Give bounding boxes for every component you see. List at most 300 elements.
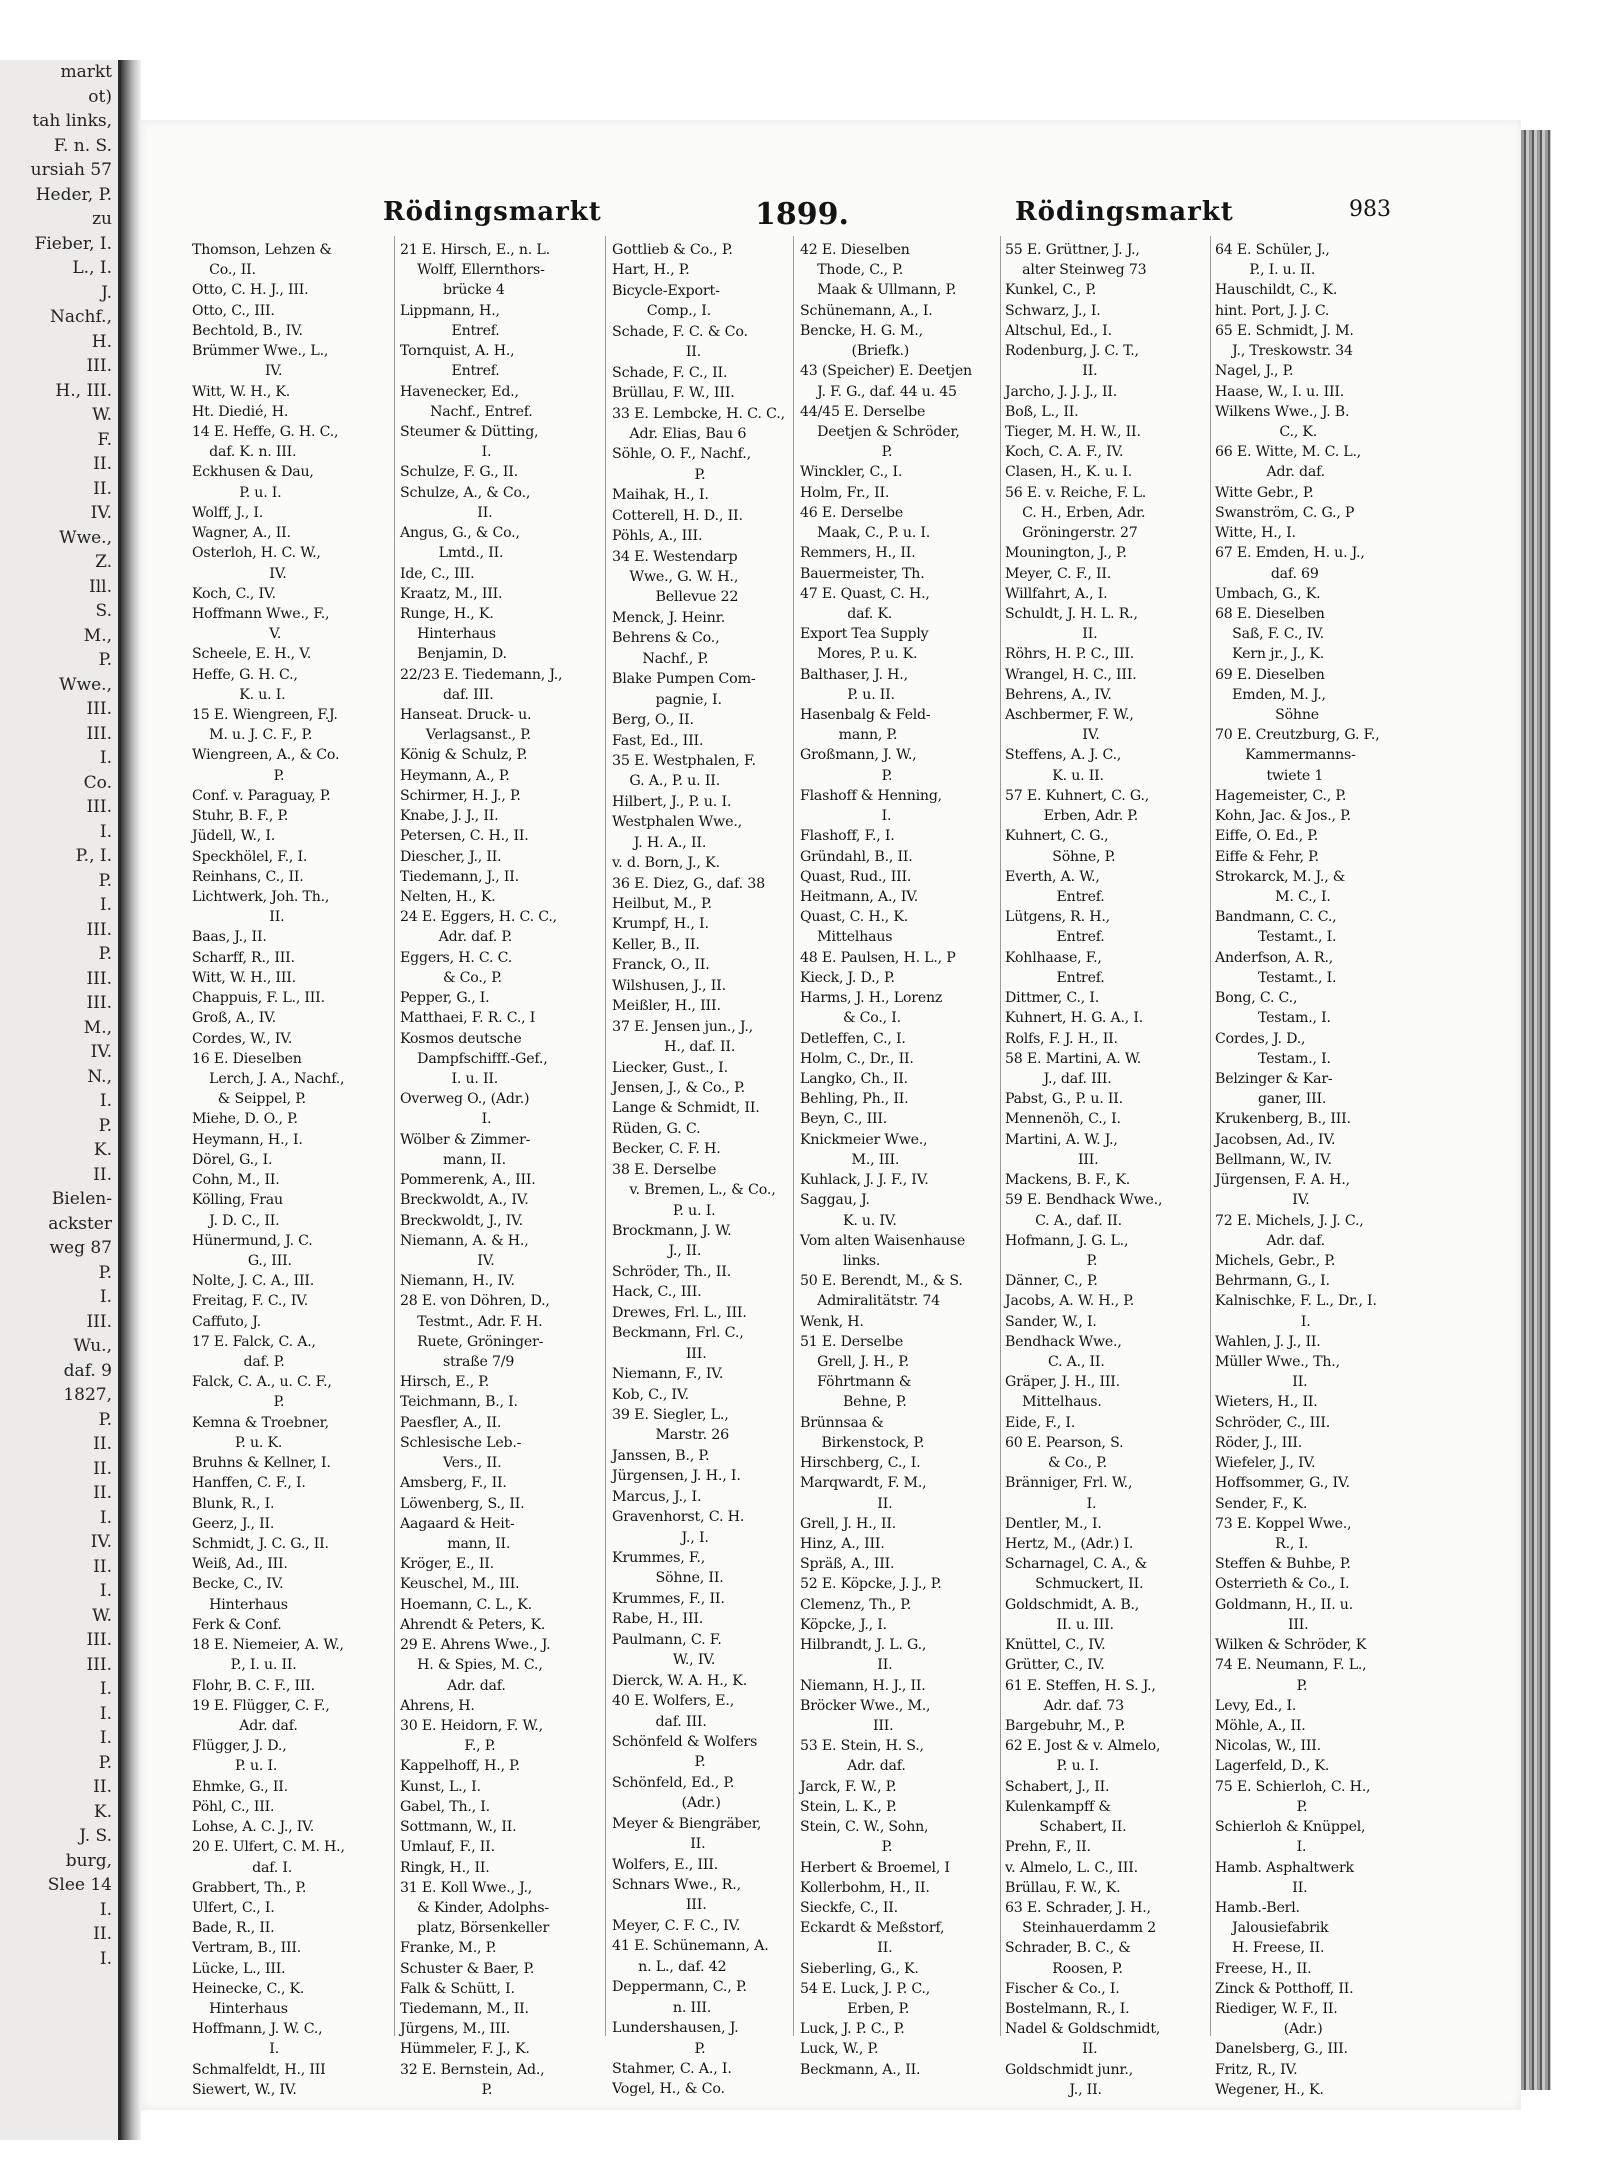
directory-entry: Hoffmann Wwe., F., — [192, 605, 330, 622]
directory-entry: II. — [400, 504, 493, 521]
directory-entry: Liecker, Gust., I. — [612, 1059, 728, 1076]
previous-page-line: W. — [92, 1605, 112, 1626]
directory-entry: 20 E. Ulfert, C. M. H., — [192, 1839, 345, 1856]
directory-entry: Heymann, H., I. — [192, 1131, 303, 1148]
directory-entry: Behrens, A., IV. — [1005, 686, 1112, 703]
directory-entry: 65 E. Schmidt, J. M. — [1215, 322, 1354, 339]
directory-entry: Jacobs, A. W. H., P. — [1005, 1293, 1135, 1310]
directory-entry: 28 E. von Döhren, D., — [400, 1293, 550, 1310]
directory-entry: J. F. G., daf. 44 u. 45 — [800, 383, 957, 400]
previous-page-line: tah links, — [32, 111, 112, 131]
directory-entry: Schierloh & Knüppel, — [1215, 1819, 1366, 1836]
directory-entry: Jarcho, J. J. J., II. — [1005, 383, 1118, 400]
directory-entry: Adr. daf. — [1215, 1232, 1325, 1249]
directory-entry: Strokarck, M. J., & — [1215, 868, 1346, 885]
directory-entry: 56 E. v. Reiche, F. L. — [1005, 484, 1147, 501]
directory-entry: 18 E. Niemeier, A. W., — [192, 1637, 344, 1654]
previous-page-line: M., — [83, 1017, 112, 1038]
directory-entry: Amsberg, F., II. — [400, 1475, 507, 1492]
directory-entry: 57 E. Kuhnert, C. G., — [1005, 787, 1150, 804]
directory-entry: Behne, P. — [800, 1394, 907, 1411]
directory-entry: P. — [1215, 1677, 1308, 1694]
directory-entry: Schröder, C., III. — [1215, 1414, 1331, 1431]
directory-entry: Heffe, G. H. C., — [192, 666, 298, 683]
directory-entry: Testamt., I. — [1215, 969, 1337, 986]
directory-entry: mann, II. — [400, 1151, 506, 1168]
page-edge — [1521, 130, 1551, 2090]
directory-entry: Jensen, J., & Co., P. — [612, 1079, 746, 1096]
directory-entry: Bandmann, C. C., — [1215, 909, 1337, 926]
directory-entry: Brünnsaa & — [800, 1414, 884, 1431]
previous-page-line: III. — [86, 797, 112, 817]
directory-entry: Großmann, J. W., — [800, 747, 917, 764]
directory-entry: Jarck, F. W., P. — [800, 1778, 897, 1795]
directory-entry: Schwarz, J., I. — [1005, 302, 1101, 319]
directory-entry: Kunst, L., I. — [400, 1778, 481, 1795]
directory-entry: V. — [192, 626, 282, 643]
directory-entry: Dentler, M., I. — [1005, 1515, 1102, 1532]
directory-entry: 35 E. Westphalen, F. — [612, 752, 756, 769]
directory-entry: Spräß, A., III. — [800, 1556, 895, 1573]
previous-page-line: I. — [99, 1091, 112, 1111]
directory-entry: 67 E. Emden, H. u. J., — [1215, 545, 1365, 562]
directory-entry: mann, II. — [400, 1536, 511, 1552]
directory-entry: J. H. A., II. — [612, 834, 707, 851]
directory-entry: & Co., P. — [400, 969, 502, 986]
directory-entry: 75 E. Schierloh, C. H., — [1215, 1778, 1371, 1795]
directory-entry: Kölling, Frau — [192, 1192, 283, 1209]
directory-entry: Sieckfe, C., II. — [800, 1899, 898, 1916]
previous-page-line: W. — [92, 405, 112, 425]
directory-entry: Jürgensen, J. H., I. — [612, 1468, 741, 1485]
directory-entry: Testamt., I. — [1215, 929, 1337, 946]
directory-entry: Gründahl, B., II. — [800, 848, 913, 865]
directory-entry: Franke, M., P. — [400, 1940, 497, 1957]
directory-entry: I. — [1215, 1839, 1307, 1856]
directory-entry: 17 E. Falck, C. A., — [192, 1333, 316, 1350]
directory-entry: alter Steinweg 73 — [1005, 262, 1147, 279]
directory-entry: Stein, L. K., P. — [800, 1798, 897, 1815]
directory-entry: Kulenkampff & — [1005, 1798, 1111, 1815]
directory-entry: Kollerbohm, H., II. — [800, 1879, 930, 1896]
directory-entry: Clasen, H., K. u. I. — [1005, 464, 1133, 481]
directory-entry: Diescher, J., II. — [400, 848, 502, 865]
directory-entry: Witte, H., I. — [1215, 525, 1296, 542]
directory-entry: Maak & Ullmann, P. — [800, 282, 957, 299]
directory-entry: Witt, W. H., III. — [192, 969, 296, 986]
directory-entry: II. — [1005, 363, 1098, 380]
directory-entry: Ht. Diedié, H. — [192, 403, 289, 420]
directory-entry: Rabe, H., III. — [612, 1611, 704, 1628]
directory-entry: Becke, C., IV. — [192, 1576, 284, 1593]
previous-page-line: II. — [93, 1434, 112, 1454]
directory-entry: König & Schulz, P. — [400, 747, 528, 764]
directory-entry: M., III. — [800, 1151, 900, 1168]
directory-entry: Levy, Ed., I. — [1215, 1697, 1297, 1714]
directory-entry: Wwe., G. W. H., — [612, 569, 739, 585]
directory-entry: 68 E. Dieselben — [1215, 605, 1325, 622]
directory-entry: Marstr. 26 — [612, 1427, 730, 1444]
previous-page-line: II. — [93, 1777, 112, 1797]
directory-entry: 52 E. Köpcke, J. J., P. — [800, 1576, 942, 1593]
directory-entry: platz, Börsenkeller — [400, 1920, 550, 1937]
directory-entry: I. u. II. — [400, 1070, 499, 1087]
directory-entry: 29 E. Ahrens Wwe., J. — [400, 1637, 551, 1654]
directory-entry: Pepper, G., I. — [400, 990, 490, 1007]
directory-entry: daf. K. n. III. — [192, 444, 297, 461]
directory-entry: Nolte, J. C. A., III. — [192, 1273, 315, 1290]
directory-entry: Krummes, F., II. — [612, 1590, 725, 1607]
directory-entry: 21 E. Hirsch, E., n. L. — [400, 242, 550, 258]
directory-entry: Hanffen, C. F., I. — [192, 1475, 306, 1492]
directory-entry: Miehe, D. O., P. — [192, 1111, 298, 1128]
directory-entry: Testam., I. — [1215, 1010, 1331, 1027]
directory-entry: Verlagsanst., P. — [400, 727, 531, 744]
directory-entry: Bicycle-Export- — [612, 282, 720, 299]
directory-entry: Müller Wwe., Th., — [1215, 1354, 1340, 1371]
directory-entry: Knüttel, C., IV. — [1005, 1637, 1106, 1654]
directory-entry: Falck, C. A., u. C. F., — [192, 1374, 332, 1391]
previous-page-line: Wu., — [73, 1336, 112, 1356]
directory-entry: II. — [800, 1657, 893, 1674]
directory-entry: Entref. — [1005, 929, 1105, 946]
directory-entry: Schuster & Baer, P. — [400, 1960, 535, 1977]
directory-entry: Hoemann, C. L., K. — [400, 1596, 532, 1613]
directory-entry: IV. — [192, 363, 283, 380]
directory-entry: 30 E. Heidorn, F. W., — [400, 1717, 543, 1734]
directory-entry: Mittelhaus. — [1005, 1394, 1102, 1411]
directory-entry: Flashoff, F., I. — [800, 828, 895, 845]
directory-entry: Wilkens Wwe., J. B. — [1215, 403, 1350, 420]
directory-entry: Köpcke, J., I. — [800, 1616, 887, 1633]
directory-entry: Grütter, C., IV. — [1005, 1657, 1105, 1674]
directory-entry: I. — [800, 808, 892, 825]
previous-page-line: I. — [99, 748, 112, 768]
directory-entry: Testam., I. — [1215, 1050, 1331, 1067]
directory-entry: Eggers, H. C. C. — [400, 949, 513, 966]
directory-entry: 50 E. Berendt, M., & S. — [800, 1273, 963, 1290]
page-number: 983 — [1349, 197, 1391, 222]
directory-entry: Beyn, C., III. — [800, 1111, 888, 1128]
directory-entry: Cordes, J. D., — [1215, 1030, 1306, 1047]
directory-entry: Bencke, H. G. M., — [800, 322, 923, 339]
directory-entry: Saß, F. C., IV. — [1215, 626, 1324, 643]
directory-entry: Janssen, B., P. — [612, 1447, 710, 1464]
directory-entry: Bränniger, Frl. W., — [1005, 1475, 1133, 1492]
previous-page-line: L., I. — [72, 258, 112, 278]
directory-entry: Gravenhorst, C. H. — [612, 1509, 745, 1526]
directory-entry: Dörel, G., I. — [192, 1151, 273, 1168]
previous-page-line: I. — [99, 1948, 112, 1969]
directory-entry: Schönfeld & Wolfers — [612, 1733, 758, 1750]
directory-entry: G. A., P. u. II. — [612, 773, 721, 790]
directory-entry: Flügger, J. D., — [192, 1738, 287, 1755]
previous-page-fragment — [0, 60, 121, 2140]
directory-entry: Kern jr., J., K. — [1215, 646, 1325, 663]
directory-entry: Winckler, C., I. — [800, 464, 903, 481]
previous-page-line: III. — [86, 1654, 112, 1675]
directory-entry: 53 E. Stein, H. S., — [800, 1738, 924, 1755]
directory-entry: I. — [1215, 1313, 1311, 1330]
directory-entry: Caffuto, J. — [192, 1313, 261, 1330]
directory-entry: Fast, Ed., III. — [612, 732, 704, 749]
directory-entry: Hinterhaus — [192, 1596, 288, 1613]
directory-entry: 51 E. Derselbe — [800, 1333, 904, 1350]
directory-entry: Wiefeler, J., IV. — [1215, 1455, 1316, 1472]
directory-entry: Brümmer Wwe., L., — [192, 343, 329, 360]
directory-entry: Goldschmidt, A. B., — [1005, 1596, 1140, 1613]
directory-entry: Franck, O., II. — [612, 957, 710, 974]
previous-page-line: P. — [98, 1115, 112, 1136]
directory-entry: 36 E. Diez, G., daf. 38 — [612, 875, 766, 892]
directory-entry: Weiß, Ad., III. — [192, 1556, 288, 1573]
previous-page-line: P. — [98, 944, 112, 964]
directory-entry: Rolfs, F. J. H., II. — [1005, 1030, 1118, 1047]
previous-page-line: III. — [86, 919, 112, 940]
directory-entry: I. — [400, 444, 492, 461]
previous-page-line: II. — [93, 1483, 112, 1503]
directory-entry: Paesfler, A., II. — [400, 1414, 502, 1431]
directory-entry: Eckhusen & Dau, — [192, 464, 314, 481]
directory-entry: Lange & Schmidt, II. — [612, 1100, 760, 1117]
directory-entry: Koch, C., IV. — [192, 585, 276, 602]
directory-entry: Cotterell, H. D., II. — [612, 507, 743, 524]
header-year: 1899. — [755, 197, 849, 232]
directory-entry: J., I. — [612, 1529, 709, 1546]
previous-page-line: ot) — [88, 86, 112, 107]
directory-entry: Bostelmann, R., I. — [1005, 2001, 1130, 2018]
previous-page-line: II. — [93, 1458, 112, 1479]
directory-entry: Conf. v. Paraguay, P. — [192, 787, 331, 804]
directory-entry: Steinhauerdamm 2 — [1005, 1920, 1156, 1937]
directory-entry: Adr. daf. — [800, 1758, 906, 1775]
directory-entry: Teichmann, B., I. — [400, 1394, 518, 1411]
directory-entry: Dittmer, C., I. — [1005, 990, 1100, 1007]
directory-entry: Krukenberg, B., III. — [1215, 1111, 1351, 1128]
directory-entry: Meißler, H., III. — [612, 998, 721, 1015]
previous-page-line: J. — [101, 282, 112, 303]
directory-entry: Entref. — [400, 363, 500, 380]
directory-entry: J., daf. III. — [1005, 1070, 1112, 1087]
directory-entry: Export Tea Supply — [800, 626, 929, 643]
directory-entry: Brüllau, F. W., III. — [612, 385, 735, 402]
directory-entry: 37 E. Jensen jun., J., — [612, 1018, 754, 1035]
directory-entry: Belzinger & Kar- — [1215, 1070, 1333, 1087]
directory-entry: Ahrens, H. — [400, 1697, 475, 1714]
directory-entry: Goldmann, H., II. u. — [1215, 1596, 1354, 1613]
directory-entry: Kuhlack, J. J. F., IV. — [800, 1172, 929, 1189]
directory-entry: II. — [612, 344, 702, 361]
directory-entry: Runge, H., K. — [400, 605, 494, 622]
previous-page-line: weg 87 — [49, 1238, 112, 1258]
directory-entry: Knickmeier Wwe., — [800, 1131, 928, 1148]
directory-entry: 48 E. Paulsen, H. L., P — [800, 949, 956, 966]
column-3 — [612, 240, 812, 2100]
previous-page-line: Heder, P. — [35, 184, 112, 205]
directory-entry: Kröger, E., II. — [400, 1556, 494, 1573]
directory-entry: Löwenberg, S., II. — [400, 1495, 525, 1512]
directory-entry: Comp., I. — [612, 303, 712, 320]
directory-entry: Blake Pumpen Com- — [612, 671, 756, 688]
directory-entry: 22/23 E. Tiedemann, J., — [400, 666, 563, 683]
directory-entry: II. — [1005, 626, 1098, 643]
directory-entry: Hasenbalg & Feld- — [800, 707, 931, 724]
directory-entry: P. — [800, 1839, 893, 1856]
directory-entry: Harms, J. H., Lorenz — [800, 990, 943, 1007]
directory-entry: 41 E. Schünemann, A. — [612, 1938, 769, 1955]
previous-page-line: F. n. S. — [53, 135, 112, 156]
directory-entry: daf. K. — [800, 605, 893, 622]
directory-entry: Rodenburg, J. C. T., — [1005, 343, 1139, 360]
directory-entry: Mounington, J., P. — [1005, 545, 1127, 562]
directory-entry: 38 E. Derselbe — [612, 1161, 717, 1178]
directory-entry: Wolfers, E., III. — [612, 1856, 719, 1873]
directory-entry: ganer, III. — [1215, 1091, 1327, 1108]
page-header — [250, 197, 1390, 237]
directory-entry: Zinck & Potthoff, II. — [1215, 1980, 1354, 1997]
directory-entry: Saggau, J. — [800, 1192, 870, 1209]
directory-entry: Jüdell, W., I. — [192, 828, 276, 845]
directory-entry: Swanström, C. G., P — [1215, 504, 1355, 521]
directory-entry: Jalousiefabrik — [1215, 1920, 1329, 1937]
directory-entry: Heitmann, A., IV. — [800, 889, 919, 905]
previous-page-line: ackster — [48, 1213, 112, 1234]
directory-entry: Hertz, M., (Adr.) I. — [1005, 1536, 1134, 1552]
directory-entry: Havenecker, Ed., — [400, 383, 519, 400]
directory-entry: pagnie, I. — [612, 691, 722, 708]
directory-entry: P. — [1215, 1798, 1308, 1815]
directory-entry: G., III. — [192, 1252, 292, 1269]
directory-entry: Niemann, H., IV. — [400, 1273, 515, 1290]
directory-entry: Schönfeld, Ed., P. — [612, 1774, 735, 1791]
directory-entry: Ahrendt & Peters, K. — [400, 1616, 546, 1633]
directory-entry: Hack, C., III. — [612, 1284, 702, 1301]
previous-page-line: P. — [98, 650, 112, 670]
directory-entry: Entref. — [400, 322, 500, 339]
directory-entry: 42 E. Dieselben — [800, 242, 910, 258]
directory-entry: C. H., Erben, Adr. — [1005, 504, 1146, 521]
directory-entry: Co., II. — [192, 262, 256, 279]
directory-entry: Deetjen & Schröder, — [800, 423, 960, 440]
directory-entry: III. — [1215, 1616, 1309, 1633]
directory-entry: Boß, L., II. — [1005, 403, 1079, 420]
directory-entry: Schirmer, H. J., P. — [400, 787, 521, 804]
directory-entry: daf. P. — [192, 1354, 285, 1371]
directory-entry: Schade, F. C., II. — [612, 364, 728, 381]
directory-entry: Groß, A., IV. — [192, 1010, 276, 1027]
directory-entry: Jürgensen, F. A. H., — [1215, 1172, 1350, 1189]
directory-entry: P. u. K. — [192, 1434, 283, 1451]
column-2 — [400, 240, 600, 2100]
directory-entry: Röhrs, H. P. C., III. — [1005, 646, 1135, 663]
directory-entry: 31 E. Koll Wwe., J., — [400, 1879, 533, 1896]
directory-entry: Schmuckert, II. — [1005, 1576, 1144, 1593]
directory-entry: Hirsch, E., P. — [400, 1374, 490, 1391]
directory-entry: 74 E. Neumann, F. L., — [1215, 1657, 1367, 1674]
directory-entry: Adr. Elias, Bau 6 — [612, 425, 747, 442]
directory-entry: Meyer & Biengräber, — [612, 1815, 762, 1832]
directory-entry: Grell, J. H., P. — [800, 1354, 909, 1371]
directory-entry: Scharnagel, C. A., & — [1005, 1556, 1147, 1573]
directory-entry: Lichtwerk, Joh. Th., — [192, 889, 330, 905]
directory-entry: Bröcker Wwe., M., — [800, 1697, 931, 1714]
directory-entry: Quast, C. H., K. — [800, 909, 909, 926]
directory-entry: II. — [192, 909, 285, 926]
directory-entry: Bade, R., II. — [192, 1920, 275, 1937]
directory-entry: Grell, J. H., II. — [800, 1515, 897, 1532]
directory-entry: Mackens, B. F., K. — [1005, 1172, 1131, 1189]
directory-entry: 55 E. Grüttner, J. J., — [1005, 242, 1140, 258]
directory-entry: Pöhl, C., III. — [192, 1798, 275, 1815]
directory-entry: Kammermanns- — [1215, 747, 1356, 764]
directory-entry: Hinterhaus — [192, 2001, 288, 2018]
directory-entry: 47 E. Quast, C. H., — [800, 585, 930, 602]
directory-entry: Kunkel, C., P. — [1005, 282, 1097, 299]
directory-entry: Hilbert, J., P. u. I. — [612, 793, 732, 810]
directory-entry: P. u. I. — [192, 484, 282, 501]
directory-entry: Entref. — [1005, 969, 1105, 986]
directory-entry: Eiffe, O. Ed., P. — [1215, 828, 1319, 845]
directory-entry: Heinecke, C., K. — [192, 1980, 305, 1997]
directory-entry: Danelsberg, G., III. — [1215, 2041, 1348, 2058]
directory-entry: 72 E. Michels, J. J. C., — [1215, 1212, 1364, 1229]
directory-entry: Haase, W., I. u. III. — [1215, 383, 1345, 400]
directory-entry: Wilken & Schröder, K — [1215, 1637, 1367, 1654]
directory-entry: Erben, P. — [800, 2001, 910, 2018]
directory-entry: Bargebuhr, M., P. — [1005, 1717, 1126, 1734]
directory-entry: Maihak, H., I. — [612, 487, 709, 504]
directory-entry: Adr. daf. — [400, 1677, 506, 1694]
directory-entry: Michels, Gebr., P. — [1215, 1252, 1336, 1269]
directory-entry: Goldschmidt junr., — [1005, 2061, 1134, 2078]
directory-entry: Schuldt, J. H. L. R., — [1005, 605, 1138, 622]
directory-entry: H. Freese, II. — [1215, 1940, 1325, 1957]
directory-entry: Ruete, Gröninger- — [400, 1333, 544, 1350]
directory-entry: 33 E. Lembcke, H. C. C., — [612, 405, 785, 422]
directory-entry: Remmers, H., II. — [800, 545, 916, 562]
directory-entry: Balthaser, J. H., — [800, 666, 908, 683]
previous-page-line: daf. 9 — [63, 1360, 112, 1381]
previous-page-line: burg, — [65, 1850, 112, 1871]
directory-entry: Lagerfeld, D., K. — [1215, 1758, 1330, 1775]
directory-entry: Hoffmann, J. W. C., — [192, 2021, 323, 2038]
directory-entry: Entref. — [1005, 889, 1105, 905]
book-gutter — [121, 60, 141, 2140]
directory-entry: Hauschildt, C., K. — [1215, 282, 1338, 299]
directory-entry: Nadel & Goldschmidt, — [1005, 2021, 1161, 2038]
directory-entry: Osterloh, H. C. W., — [192, 545, 321, 562]
directory-entry: 39 E. Siegler, L., — [612, 1406, 729, 1423]
directory-entry: Tornquist, A. H., — [400, 343, 515, 360]
directory-entry: 19 E. Flügger, C. F., — [192, 1697, 330, 1714]
directory-entry: Lütgens, R. H., — [1005, 909, 1110, 926]
directory-entry: Adr. daf. 73 — [1005, 1697, 1124, 1714]
directory-entry: M. C., I. — [1215, 889, 1331, 905]
directory-entry: v. Bremen, L., & Co., — [612, 1182, 776, 1199]
directory-entry: Gottlieb & Co., P. — [612, 242, 733, 258]
previous-page-line: III. — [86, 1311, 112, 1332]
directory-entry: 43 (Speicher) E. Deetjen — [800, 363, 972, 380]
directory-entry: Kob, C., IV. — [612, 1386, 689, 1403]
directory-entry: Kappelhoff, H., P. — [400, 1758, 520, 1775]
directory-entry: Meyer, C. F., II. — [1005, 565, 1112, 582]
column-divider — [1000, 236, 1001, 2036]
directory-entry: III. — [800, 1717, 894, 1734]
directory-entry: Kuhnert, H. G. A., I. — [1005, 1010, 1144, 1027]
directory-entry: brücke 4 — [400, 282, 505, 299]
directory-entry: (Adr.) — [1215, 2021, 1323, 2038]
directory-entry: J., II. — [1005, 2081, 1102, 2098]
